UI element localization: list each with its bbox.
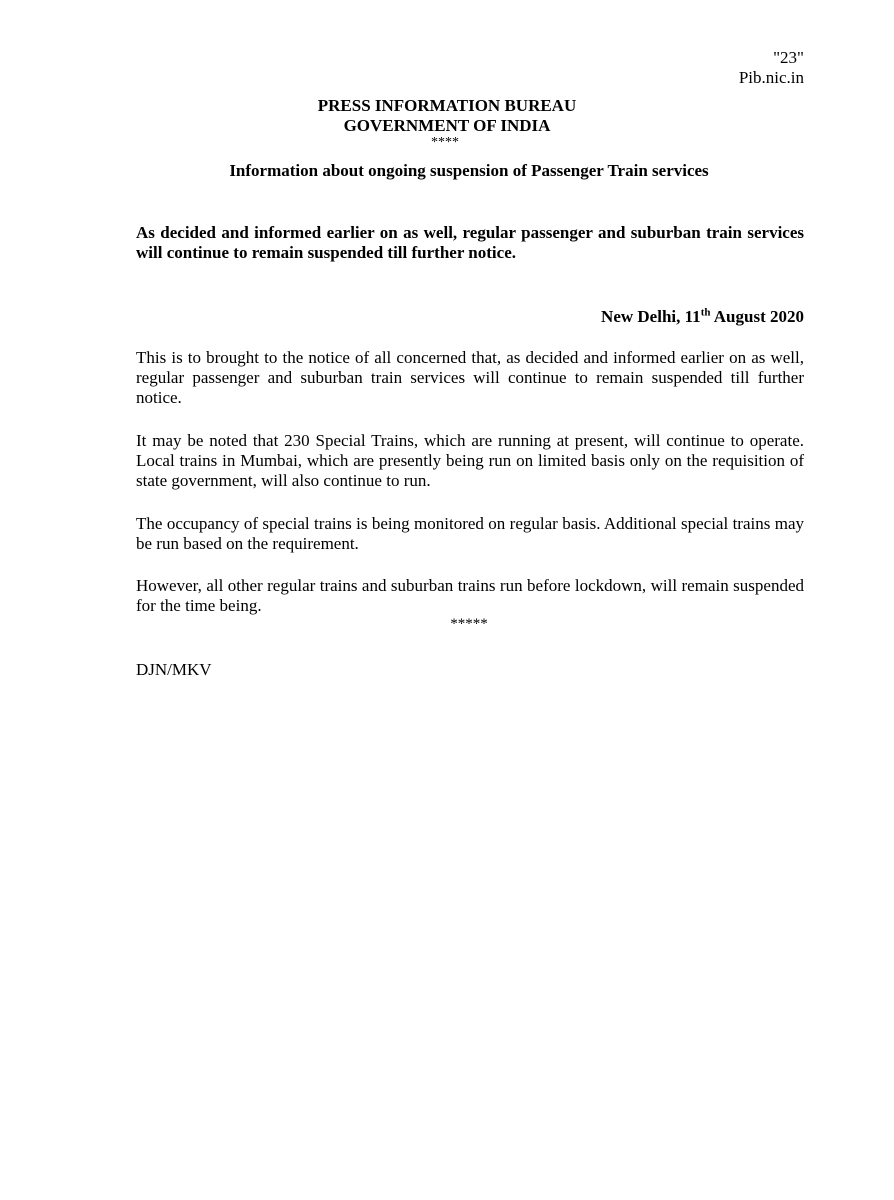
author-reference: DJN/MKV	[136, 660, 212, 679]
document-header	[0, 96, 894, 150]
dateline	[601, 307, 804, 327]
page-reference-block	[739, 48, 804, 88]
website-label: Pib.nic.in	[738, 68, 804, 87]
government-title: GOVERNMENT OF INDIA	[343, 116, 551, 135]
body-paragraph: It may be noted that 230 Special Trains, which are running at present, will continue to operate. Local trains in Mumbai, which are presently being run on limited basis only on the requisition of state government, will also continue to run.	[136, 431, 804, 490]
release-number: "23"	[773, 48, 804, 67]
body-paragraph: This is to brought to the notice of all concerned that, as decided and informed earlier on as well, regular passenger and suburban train services will continue to remain suspended till further notice.	[136, 348, 804, 407]
dateline-month-year: August 2020	[710, 307, 804, 326]
bureau-title: PRESS INFORMATION BUREAU	[317, 96, 577, 115]
lead-paragraph: As decided and informed earlier on as well, regular passenger and suburban train services will continue to remain suspended till further notice.	[136, 223, 804, 262]
dateline-ordinal: th	[700, 306, 711, 319]
body-paragraph: The occupancy of special trains is being monitored on regular basis. Additional special trains may be run based on the requirement.	[136, 514, 804, 553]
document-subject: Information about ongoing suspension of Passenger Train services	[229, 161, 709, 180]
header-separator: ****	[431, 135, 459, 150]
body-paragraph: However, all other regular trains and suburban trains run before lockdown, will remain suspended for the time being.	[136, 576, 804, 615]
end-mark: *****	[450, 616, 488, 632]
dateline-place-day: New Delhi, 11	[601, 307, 701, 326]
